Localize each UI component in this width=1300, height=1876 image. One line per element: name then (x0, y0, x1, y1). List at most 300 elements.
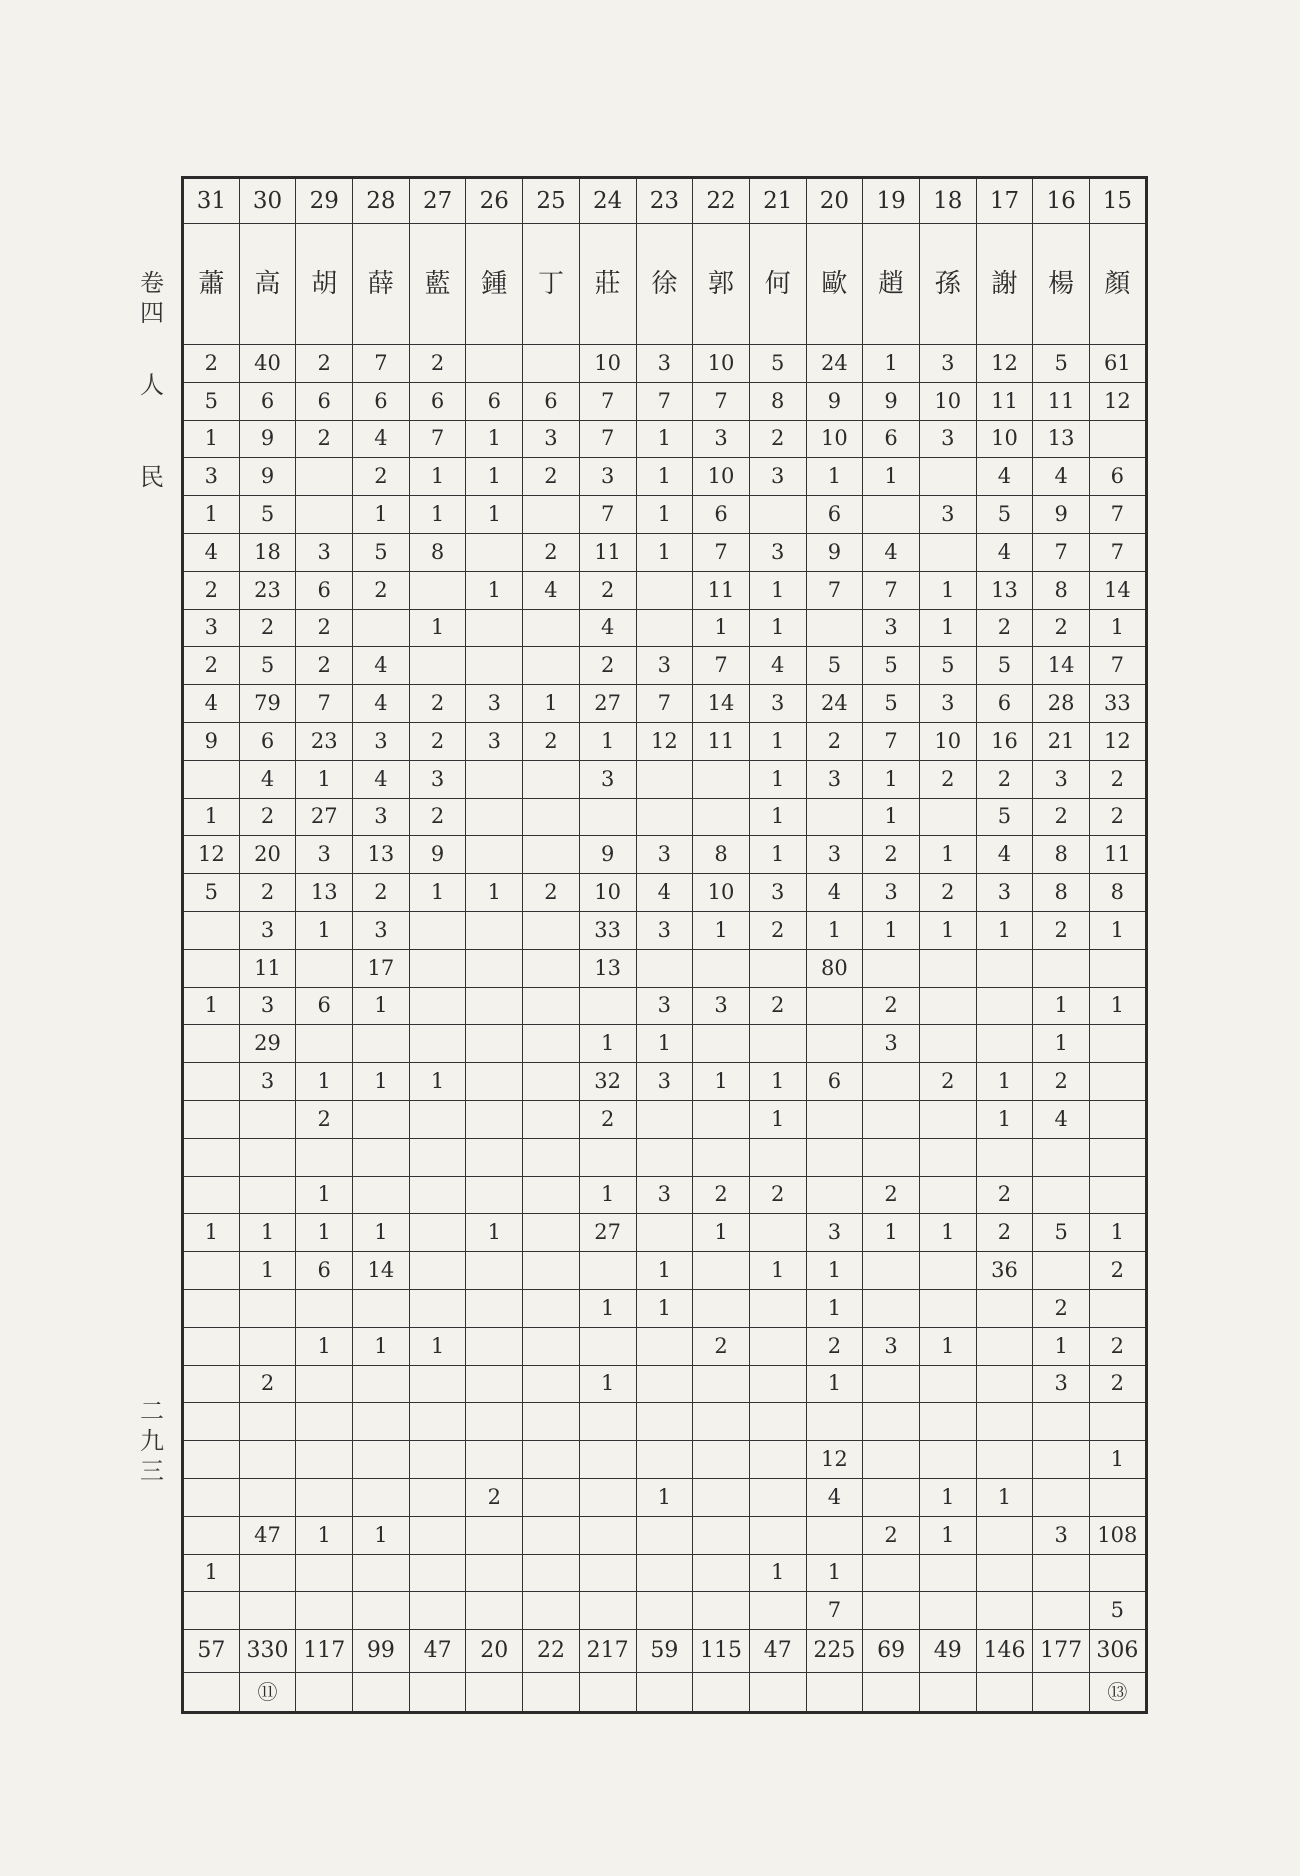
table-row-cell (919, 1592, 976, 1630)
table-row-cell: 7 (1090, 533, 1147, 571)
table-row-cell: 9 (239, 420, 296, 458)
table-row-cell (806, 1403, 863, 1441)
table-row-cell: 3 (749, 685, 806, 723)
table-row-cell (466, 1365, 523, 1403)
table-row-cell: 5 (806, 647, 863, 685)
table-row-cell: 6 (239, 382, 296, 420)
table-row-cell: 4 (239, 760, 296, 798)
table-row-cell: 3 (239, 987, 296, 1025)
table-row (183, 1100, 1147, 1138)
table-row-cell (523, 1403, 580, 1441)
table-row-cell: 1 (636, 420, 693, 458)
table-row-cell: 1 (466, 1214, 523, 1252)
table-row-cell: 6 (296, 382, 353, 420)
table-row-cell: 9 (183, 722, 240, 760)
table-row-cell (1090, 949, 1147, 987)
table-row-cell (466, 1289, 523, 1327)
table-row-cell: 2 (919, 874, 976, 912)
table-row-cell (579, 1252, 636, 1290)
table-row-cell: 3 (636, 1176, 693, 1214)
note-mark-row-cell (636, 1673, 693, 1713)
table-row-cell: 2 (693, 1176, 750, 1214)
table-row-cell (239, 1100, 296, 1138)
table-row-cell: 3 (239, 1063, 296, 1101)
total-row-cell: 146 (976, 1630, 1033, 1673)
table-row-cell (353, 1365, 410, 1403)
table-row-cell: 4 (183, 685, 240, 723)
table-row-cell: 2 (579, 1100, 636, 1138)
total-row-cell: 217 (579, 1630, 636, 1673)
table-row-cell: 5 (1090, 1592, 1147, 1630)
table-row-cell (183, 1365, 240, 1403)
table-row-cell: 1 (806, 1365, 863, 1403)
table-row-cell (636, 798, 693, 836)
table-row-cell: 28 (1033, 685, 1090, 723)
table-row-cell: 14 (353, 1252, 410, 1290)
note-mark-row-cell (579, 1673, 636, 1713)
table-row-cell: 1 (806, 911, 863, 949)
table-row-cell: 8 (409, 533, 466, 571)
table-row-cell (183, 1289, 240, 1327)
table-row-cell: 1 (919, 571, 976, 609)
column-number-row-cell: 21 (749, 178, 806, 224)
table-row-cell: 2 (296, 647, 353, 685)
table-row-cell (693, 1441, 750, 1479)
table-row-cell: 1 (353, 1516, 410, 1554)
table-row-cell: 3 (353, 798, 410, 836)
table-row-cell: 9 (806, 382, 863, 420)
table-row-cell (466, 1176, 523, 1214)
table-row-cell: 3 (183, 609, 240, 647)
table-row-cell: 1 (636, 1478, 693, 1516)
table-row-cell (523, 911, 580, 949)
table-row-cell (636, 1327, 693, 1365)
table-row-cell (523, 1289, 580, 1327)
column-number-row-cell: 24 (579, 178, 636, 224)
table-row-cell: 1 (863, 911, 920, 949)
table-row-cell: 1 (749, 836, 806, 874)
page-number: 二九三 (140, 1397, 164, 1485)
table-row-cell: 1 (466, 420, 523, 458)
table-row-cell: 7 (693, 647, 750, 685)
table-row-cell (919, 949, 976, 987)
table-row-cell (976, 1403, 1033, 1441)
table-row-cell (749, 1478, 806, 1516)
table-row-cell (183, 1100, 240, 1138)
table-row-cell: 1 (409, 458, 466, 496)
table-row-cell: 6 (806, 1063, 863, 1101)
table-row-cell: 80 (806, 949, 863, 987)
table-row (183, 345, 1147, 383)
table-row-cell: 12 (183, 836, 240, 874)
table-row-cell: 2 (749, 987, 806, 1025)
table-row-cell (409, 1592, 466, 1630)
table-row-cell (183, 1025, 240, 1063)
table-row-cell: 7 (1033, 533, 1090, 571)
table-row-cell (863, 1554, 920, 1592)
table-row-cell: 2 (693, 1327, 750, 1365)
table-row-cell: 10 (693, 345, 750, 383)
table-row (183, 874, 1147, 912)
table-row-cell (919, 1365, 976, 1403)
table-row-cell (579, 1403, 636, 1441)
table-row-cell (523, 798, 580, 836)
note-mark-row-cell (749, 1673, 806, 1713)
table-row-cell (523, 1138, 580, 1176)
table-row-cell (523, 1100, 580, 1138)
table-row-cell (806, 798, 863, 836)
table-row-cell (1090, 1100, 1147, 1138)
table-row-cell (863, 1478, 920, 1516)
table-row-cell (693, 1100, 750, 1138)
table-row-cell: 2 (863, 1176, 920, 1214)
table-row-cell (976, 1025, 1033, 1063)
table-row-cell (693, 1252, 750, 1290)
table-row-cell: 5 (353, 533, 410, 571)
table-row-cell (183, 1252, 240, 1290)
table-row-cell: 4 (353, 420, 410, 458)
table-row-cell: 1 (693, 609, 750, 647)
table-row-cell (863, 496, 920, 534)
table-row-cell: 8 (749, 382, 806, 420)
table-row-cell: 16 (976, 722, 1033, 760)
table-row-cell (183, 1441, 240, 1479)
table-row-cell (296, 949, 353, 987)
table-row-cell (1090, 1554, 1147, 1592)
table-row-cell: 4 (806, 1478, 863, 1516)
table-row-cell: 1 (1090, 609, 1147, 647)
table-row-cell (806, 1100, 863, 1138)
table-row-cell (749, 1441, 806, 1479)
table-row-cell (353, 1478, 410, 1516)
table-row-cell: 6 (239, 722, 296, 760)
table-row-cell: 2 (863, 836, 920, 874)
table-row-cell: 5 (183, 874, 240, 912)
table-row-cell: 1 (353, 1214, 410, 1252)
table-row (183, 458, 1147, 496)
table-row-cell: 108 (1090, 1516, 1147, 1554)
table-row-cell (976, 1289, 1033, 1327)
table-row-cell (409, 571, 466, 609)
table-row-cell (579, 1516, 636, 1554)
table-row-cell (353, 1138, 410, 1176)
table-row-cell (296, 1025, 353, 1063)
table-row-cell: 3 (863, 1025, 920, 1063)
table-row-cell: 1 (353, 987, 410, 1025)
table-row-cell (749, 1214, 806, 1252)
table-row-cell (409, 1441, 466, 1479)
table-row-cell: 4 (863, 533, 920, 571)
table-row-cell (976, 1554, 1033, 1592)
table-row-cell (466, 987, 523, 1025)
table-row-cell: 3 (353, 722, 410, 760)
table-row (183, 382, 1147, 420)
table-row-cell: 2 (409, 798, 466, 836)
table-row-cell (239, 1327, 296, 1365)
table-row-cell (523, 836, 580, 874)
surname-header-row-cell: 徐 (636, 224, 693, 345)
table-row-cell (636, 1100, 693, 1138)
table-row-cell (636, 1365, 693, 1403)
table-row-cell: 1 (749, 1063, 806, 1101)
table-row-cell: 1 (749, 722, 806, 760)
note-mark-row-cell (523, 1673, 580, 1713)
table-row-cell: 7 (636, 382, 693, 420)
table-row-cell (1033, 1252, 1090, 1290)
table-row-cell (579, 1554, 636, 1592)
table-row-cell (863, 1592, 920, 1630)
table-row-cell: 13 (976, 571, 1033, 609)
table-row-cell: 4 (523, 571, 580, 609)
table-row-cell: 8 (693, 836, 750, 874)
total-row-cell: 225 (806, 1630, 863, 1673)
table-row-cell (466, 647, 523, 685)
table-row-cell: 3 (636, 911, 693, 949)
table-row-cell: 4 (976, 836, 1033, 874)
table-row-cell (239, 1403, 296, 1441)
table-row-cell (183, 911, 240, 949)
table-row-cell: 2 (749, 911, 806, 949)
table-row-cell (523, 1214, 580, 1252)
table-row-cell: 21 (1033, 722, 1090, 760)
surname-table (181, 176, 1145, 1714)
table-row-cell: 5 (239, 496, 296, 534)
table-row-cell: 2 (1090, 760, 1147, 798)
table-row-cell: 2 (749, 420, 806, 458)
table-row-cell (636, 1441, 693, 1479)
table-row (183, 798, 1147, 836)
table-row-cell: 2 (579, 647, 636, 685)
section-label-ren: 人 (140, 371, 164, 399)
table-row-cell (919, 1554, 976, 1592)
table-row-cell: 4 (806, 874, 863, 912)
surname-header-row-cell: 鍾 (466, 224, 523, 345)
table-row-cell (1033, 1592, 1090, 1630)
section-label-min: 民 (140, 463, 164, 491)
note-mark-row-cell (806, 1673, 863, 1713)
table-row-cell: 3 (1033, 1365, 1090, 1403)
table-row-cell (976, 1365, 1033, 1403)
table-row-cell: 2 (1033, 609, 1090, 647)
table-row-cell (749, 1516, 806, 1554)
table-row-cell: 1 (296, 1516, 353, 1554)
table-row-cell: 1 (579, 1025, 636, 1063)
table-row-cell (296, 1138, 353, 1176)
table-row-cell: 14 (1033, 647, 1090, 685)
table-row-cell: 23 (239, 571, 296, 609)
note-mark-row-cell (1033, 1673, 1090, 1713)
table-row-cell (523, 1176, 580, 1214)
column-number-row-cell: 16 (1033, 178, 1090, 224)
table-row-cell (183, 1592, 240, 1630)
table-row-cell: 3 (806, 760, 863, 798)
table-row-cell (636, 1214, 693, 1252)
table-row-cell (749, 1365, 806, 1403)
table-row-cell: 2 (579, 571, 636, 609)
volume-label: 卷四 (140, 269, 164, 327)
table-row-cell (919, 1176, 976, 1214)
table-row-cell: 1 (296, 1214, 353, 1252)
table-row-cell: 1 (806, 1289, 863, 1327)
table-row-cell: 2 (239, 874, 296, 912)
table-row-cell: 1 (579, 1176, 636, 1214)
table-row-cell (523, 609, 580, 647)
surname-header-row (183, 224, 1147, 345)
table-row-cell: 2 (749, 1176, 806, 1214)
note-mark-row-cell (296, 1673, 353, 1713)
table-row-cell (183, 1516, 240, 1554)
table-row-cell (466, 1100, 523, 1138)
column-number-row-cell: 30 (239, 178, 296, 224)
table-row-cell (579, 1327, 636, 1365)
table-row-cell: 12 (976, 345, 1033, 383)
table-row-cell: 2 (1090, 1252, 1147, 1290)
table-row-cell: 1 (693, 1063, 750, 1101)
table-row (183, 836, 1147, 874)
table-row-cell: 13 (296, 874, 353, 912)
table-row-cell: 1 (466, 874, 523, 912)
table-row-cell (466, 760, 523, 798)
table-row-cell: 2 (523, 722, 580, 760)
table-row-cell (523, 1554, 580, 1592)
table-row-cell (1090, 1478, 1147, 1516)
table-row-cell: 4 (1033, 1100, 1090, 1138)
table-row-cell: 7 (1090, 647, 1147, 685)
table-row-cell (523, 1025, 580, 1063)
table-row-cell (863, 1138, 920, 1176)
table-row-cell: 3 (636, 987, 693, 1025)
table-row-cell (353, 1025, 410, 1063)
table-row-cell: 1 (353, 1063, 410, 1101)
table-row-cell (523, 949, 580, 987)
table-row-cell (183, 1063, 240, 1101)
table-row-cell: 2 (523, 533, 580, 571)
table-row-cell (296, 1403, 353, 1441)
table-row-cell (806, 1025, 863, 1063)
table-row-cell: 5 (863, 647, 920, 685)
table-row-cell (693, 949, 750, 987)
table-row-cell (296, 1592, 353, 1630)
table-row-cell (863, 1063, 920, 1101)
table-row-cell: 1 (296, 911, 353, 949)
total-row-cell: 20 (466, 1630, 523, 1673)
table-row-cell: 3 (806, 836, 863, 874)
table-row-cell: 3 (749, 874, 806, 912)
table-row-cell (466, 1138, 523, 1176)
total-row-cell: 69 (863, 1630, 920, 1673)
table-row-cell: 4 (353, 760, 410, 798)
table-row-cell: 1 (919, 609, 976, 647)
table-row-cell: 11 (976, 382, 1033, 420)
table-row-cell (863, 1252, 920, 1290)
column-number-row-cell: 22 (693, 178, 750, 224)
table-row (183, 1289, 1147, 1327)
table-row-cell: 6 (296, 1252, 353, 1290)
table-row-cell: 1 (183, 496, 240, 534)
table-row-cell (693, 1138, 750, 1176)
table-row-cell: 27 (579, 685, 636, 723)
table-row-cell (1033, 1403, 1090, 1441)
table-row-cell: 14 (1090, 571, 1147, 609)
table-row-cell: 1 (863, 1214, 920, 1252)
table-row-cell (523, 760, 580, 798)
table-row-cell: 4 (1033, 458, 1090, 496)
table-row-cell: 9 (1033, 496, 1090, 534)
table-row-cell (466, 798, 523, 836)
table-row-cell: 1 (296, 1063, 353, 1101)
table-row-cell: 9 (239, 458, 296, 496)
table-row-cell: 10 (693, 874, 750, 912)
table-row-cell: 1 (1033, 987, 1090, 1025)
table-row-cell: 4 (636, 874, 693, 912)
table-row-cell (409, 1176, 466, 1214)
table-row-cell: 1 (919, 1516, 976, 1554)
table-row-cell (183, 1403, 240, 1441)
table-row-cell: 1 (919, 1214, 976, 1252)
table-row-cell: 4 (579, 609, 636, 647)
note-mark-row-cell (863, 1673, 920, 1713)
table-row-cell (353, 1289, 410, 1327)
table-row-cell: 12 (1090, 722, 1147, 760)
table-row-cell (239, 1289, 296, 1327)
total-row (183, 1630, 1147, 1673)
table-row-cell (409, 1214, 466, 1252)
surname-header-row-cell: 胡 (296, 224, 353, 345)
table-row-cell: 1 (976, 1063, 1033, 1101)
table-row-cell (1090, 1403, 1147, 1441)
table-row-cell: 6 (466, 382, 523, 420)
table-row-cell: 24 (806, 685, 863, 723)
surname-header-row-cell: 何 (749, 224, 806, 345)
table-row-cell: 3 (466, 722, 523, 760)
table-row-cell (863, 1365, 920, 1403)
table-row-cell (239, 1441, 296, 1479)
table-row-cell: 24 (806, 345, 863, 383)
table-row-cell (1033, 949, 1090, 987)
table-row-cell: 2 (353, 458, 410, 496)
column-number-row-cell: 17 (976, 178, 1033, 224)
table-row-cell (1033, 1138, 1090, 1176)
table-row-cell (636, 571, 693, 609)
table-row-cell (409, 1025, 466, 1063)
table-row-cell: 2 (296, 420, 353, 458)
table-row-cell (183, 1478, 240, 1516)
table-row-cell: 1 (579, 1365, 636, 1403)
table-row-cell (523, 1327, 580, 1365)
table-row-cell: 2 (409, 685, 466, 723)
table-row-cell (579, 1592, 636, 1630)
table-row-cell (466, 1063, 523, 1101)
table-row-cell (409, 1478, 466, 1516)
column-number-row-cell: 29 (296, 178, 353, 224)
table-row-cell (579, 1441, 636, 1479)
table-row-cell: 7 (579, 420, 636, 458)
table-row-cell (636, 1403, 693, 1441)
table-row-cell (806, 1176, 863, 1214)
column-number-row-cell: 27 (409, 178, 466, 224)
table-row-cell (1090, 1176, 1147, 1214)
table-row-cell: 1 (1090, 987, 1147, 1025)
table-row-cell: 2 (466, 1478, 523, 1516)
table-row-cell: 13 (1033, 420, 1090, 458)
table-row-cell (806, 609, 863, 647)
table-row-cell (353, 1176, 410, 1214)
table-row-cell (466, 345, 523, 383)
column-number-row-cell: 23 (636, 178, 693, 224)
table-row-cell: 12 (806, 1441, 863, 1479)
surname-header-row-cell: 顏 (1090, 224, 1147, 345)
table-row (183, 533, 1147, 571)
